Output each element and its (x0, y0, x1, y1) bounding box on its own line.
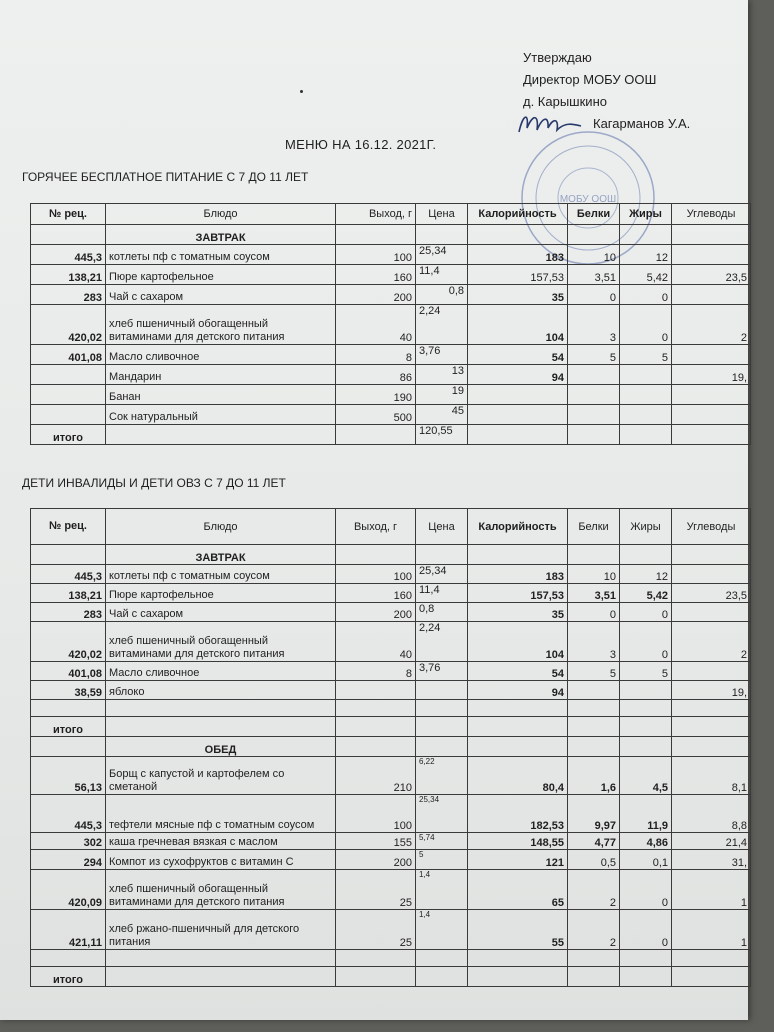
row-fat (620, 681, 672, 700)
row-price: 11,4 (416, 584, 468, 603)
table-row (31, 285, 751, 305)
table-row (31, 245, 751, 265)
row-carbs: 2 (672, 305, 751, 345)
table-row (31, 365, 751, 385)
row-kcal (468, 385, 568, 405)
row-weight: 8 (336, 345, 416, 365)
table-row (31, 662, 751, 681)
row-fat: 11,9 (620, 795, 672, 833)
row-carbs (672, 385, 751, 405)
row-price: 2,24 (416, 305, 468, 345)
row-dish: Масло сливочное (106, 345, 336, 365)
meal-row-breakfast (31, 225, 751, 245)
row-kcal: 148,55 (468, 833, 568, 850)
row-kcal: 94 (468, 681, 568, 700)
row-dish: Масло сливочное (106, 662, 336, 681)
row-carbs: 8,8 (672, 795, 751, 833)
row-fat: 0,1 (620, 850, 672, 870)
row-protein: 3,51 (568, 584, 620, 603)
row-price: 1,4 (416, 870, 468, 910)
row-weight: 155 (336, 833, 416, 850)
row-carbs (672, 565, 751, 584)
row-dish: Борщ с капустой и картофелем со сметаной (106, 757, 336, 795)
row-protein: 3,51 (568, 265, 620, 285)
row-code: 401,08 (31, 345, 106, 365)
row-fat: 4,86 (620, 833, 672, 850)
table-cell (568, 700, 620, 717)
row-dish: тефтели мясные пф с томатным соусом (106, 795, 336, 833)
row-code: 294 (31, 850, 106, 870)
table-cell (568, 225, 620, 245)
total-price: 120,55 (416, 425, 468, 445)
row-weight: 210 (336, 757, 416, 795)
table-cell (468, 225, 568, 245)
row-code: 445,3 (31, 565, 106, 584)
row-price: 45 (416, 405, 468, 425)
row-weight: 25 (336, 910, 416, 950)
table-cell (672, 545, 751, 565)
row-code (31, 405, 106, 425)
row-code: 283 (31, 285, 106, 305)
row-fat: 0 (620, 285, 672, 305)
table-cell (416, 967, 468, 987)
table-row (31, 850, 751, 870)
table-cell (336, 700, 416, 717)
header-carbs: Углеводы (672, 509, 751, 545)
header-protein: Белки (568, 204, 620, 225)
table-row (31, 833, 751, 850)
row-code: 138,21 (31, 584, 106, 603)
row-code: 420,02 (31, 305, 106, 345)
row-fat (620, 365, 672, 385)
row-protein: 0 (568, 285, 620, 305)
header-protein: Белки (568, 509, 620, 545)
row-fat: 12 (620, 565, 672, 584)
meal-label: ОБЕД (106, 737, 336, 757)
table-cell (568, 950, 620, 967)
table-cell (416, 737, 468, 757)
row-price: 19 (416, 385, 468, 405)
stamp-label: МОБУ ООШ (559, 194, 617, 205)
row-price: 3,76 (416, 345, 468, 365)
table-row (31, 870, 751, 910)
row-dish: Чай с сахаром (106, 603, 336, 622)
table-cell (31, 700, 106, 717)
header-kcal: Калорийность (468, 509, 568, 545)
row-fat: 4,5 (620, 757, 672, 795)
row-kcal: 65 (468, 870, 568, 910)
table-cell (620, 967, 672, 987)
approval-line-3: д. Карышкино (523, 94, 607, 109)
table-cell (336, 425, 416, 445)
table-cell (672, 967, 751, 987)
row-dish: хлеб пшеничный обогащенный витаминами для детского питания (106, 870, 336, 910)
row-carbs: 23,5 (672, 584, 751, 603)
row-weight: 100 (336, 245, 416, 265)
row-price: 1,4 (416, 910, 468, 950)
row-code: 56,13 (31, 757, 106, 795)
total-label: итого (31, 425, 106, 445)
meal-row-lunch (31, 737, 751, 757)
table-row (31, 950, 751, 967)
row-price: 5 (416, 850, 468, 870)
row-kcal: 157,53 (468, 584, 568, 603)
table-cell (416, 225, 468, 245)
table-cell (416, 717, 468, 737)
row-protein: 0,5 (568, 850, 620, 870)
row-fat: 0 (620, 603, 672, 622)
table-row (31, 584, 751, 603)
row-kcal: 104 (468, 622, 568, 662)
header-weight: Выход, г (336, 509, 416, 545)
row-fat: 5,42 (620, 265, 672, 285)
row-dish: котлеты пф с томатным соусом (106, 565, 336, 584)
table-row (31, 345, 751, 365)
row-kcal: 182,53 (468, 795, 568, 833)
row-protein: 9,97 (568, 795, 620, 833)
row-carbs: 19, (672, 365, 751, 385)
row-code: 38,59 (31, 681, 106, 700)
row-price: 13 (416, 365, 468, 385)
table-row (31, 795, 751, 833)
table-cell (672, 950, 751, 967)
table-cell (672, 225, 751, 245)
table-cell (468, 950, 568, 967)
row-kcal: 54 (468, 662, 568, 681)
row-weight: 500 (336, 405, 416, 425)
meal-label: ЗАВТРАК (106, 225, 336, 245)
table-cell (672, 717, 751, 737)
header-price: Цена (416, 204, 468, 225)
row-carbs: 1 (672, 870, 751, 910)
row-protein (568, 365, 620, 385)
row-code: 283 (31, 603, 106, 622)
row-weight: 8 (336, 662, 416, 681)
row-dish: Сок натуральный (106, 405, 336, 425)
table-cell (468, 545, 568, 565)
row-price: 5,74 (416, 833, 468, 850)
row-price: 0,8 (416, 603, 468, 622)
row-price: 25,34 (416, 795, 468, 833)
row-dish: каша гречневая вязкая с маслом (106, 833, 336, 850)
table-row (31, 700, 751, 717)
meal-row-breakfast (31, 545, 751, 565)
total-row (31, 425, 751, 445)
row-price: 25,34 (416, 245, 468, 265)
row-protein: 0 (568, 603, 620, 622)
row-fat: 0 (620, 870, 672, 910)
table-row (31, 757, 751, 795)
table-cell (336, 717, 416, 737)
table-row (31, 405, 751, 425)
row-carbs: 23,5 (672, 265, 751, 285)
table-cell (416, 700, 468, 717)
header-fat: Жиры (620, 204, 672, 225)
table-cell (468, 425, 568, 445)
row-weight: 40 (336, 305, 416, 345)
table-cell (106, 950, 336, 967)
row-price: 25,34 (416, 565, 468, 584)
row-weight: 200 (336, 285, 416, 305)
table-cell (672, 700, 751, 717)
header-kcal: Калорийность (468, 204, 568, 225)
row-price: 0,8 (416, 285, 468, 305)
row-protein: 1,6 (568, 757, 620, 795)
table-cell (468, 717, 568, 737)
table-cell (672, 425, 751, 445)
row-code: 302 (31, 833, 106, 850)
row-carbs (672, 285, 751, 305)
row-code: 445,3 (31, 795, 106, 833)
row-dish: яблоко (106, 681, 336, 700)
table-cell (416, 950, 468, 967)
table-cell (620, 717, 672, 737)
row-price: 6,22 (416, 757, 468, 795)
row-dish: Чай с сахаром (106, 285, 336, 305)
section-title-text: ДЕТИ ИНВАЛИДЫ И ДЕТИ ОВЗ С 7 ДО 11 ЛЕТ (22, 476, 286, 490)
table-cell (31, 737, 106, 757)
row-kcal: 80,4 (468, 757, 568, 795)
header-price: Цена (416, 509, 468, 545)
table-cell (568, 717, 620, 737)
row-dish: Мандарин (106, 365, 336, 385)
row-kcal: 35 (468, 603, 568, 622)
row-kcal: 94 (468, 365, 568, 385)
row-protein: 10 (568, 565, 620, 584)
table-header-row (31, 509, 751, 545)
header-carbs: Углеводы (672, 204, 751, 225)
row-price: 3,76 (416, 662, 468, 681)
table-cell (468, 700, 568, 717)
row-code (31, 365, 106, 385)
row-carbs: 21,4 (672, 833, 751, 850)
table-cell (106, 967, 336, 987)
table-cell (620, 737, 672, 757)
row-code: 420,09 (31, 870, 106, 910)
row-fat: 0 (620, 305, 672, 345)
menu-table-free-meals (30, 203, 751, 445)
table-cell (620, 950, 672, 967)
row-price: 11,4 (416, 265, 468, 285)
table-cell (672, 737, 751, 757)
row-kcal: 121 (468, 850, 568, 870)
table-cell (568, 737, 620, 757)
row-dish: котлеты пф с томатным соусом (106, 245, 336, 265)
row-kcal: 55 (468, 910, 568, 950)
row-code (31, 385, 106, 405)
table-row (31, 622, 751, 662)
row-carbs: 19, (672, 681, 751, 700)
header-code: № рец. (31, 509, 106, 545)
table-cell (568, 545, 620, 565)
header-dish: Блюдо (106, 509, 336, 545)
total-row (31, 717, 751, 737)
row-protein (568, 681, 620, 700)
meal-label: ЗАВТРАК (106, 545, 336, 565)
approval-line-4: Кагарманов У.А. (593, 116, 691, 131)
row-carbs (672, 603, 751, 622)
table-cell (568, 967, 620, 987)
table-cell (336, 950, 416, 967)
table-cell (336, 967, 416, 987)
row-code: 401,08 (31, 662, 106, 681)
row-dish: Банан (106, 385, 336, 405)
row-weight: 100 (336, 565, 416, 584)
total-label: итого (31, 967, 106, 987)
ink-dot (300, 90, 303, 93)
page-title: МЕНЮ НА 16.12. 2021Г. (285, 137, 437, 152)
row-kcal: 183 (468, 565, 568, 584)
row-price: 2,24 (416, 622, 468, 662)
row-carbs: 8,1 (672, 757, 751, 795)
header-weight: Выход, г (336, 204, 416, 225)
row-fat: 5 (620, 662, 672, 681)
table-cell (31, 545, 106, 565)
table-cell (416, 545, 468, 565)
table-cell (31, 225, 106, 245)
table-cell (31, 950, 106, 967)
table-cell (620, 425, 672, 445)
table-cell (336, 545, 416, 565)
row-dish: Компот из сухофруктов с витамин С (106, 850, 336, 870)
table-cell (106, 717, 336, 737)
row-weight: 190 (336, 385, 416, 405)
total-label: итого (31, 717, 106, 737)
row-weight (336, 681, 416, 700)
table-row (31, 305, 751, 345)
row-protein: 10 (568, 245, 620, 265)
table-cell (106, 700, 336, 717)
header-code: № рец. (31, 204, 106, 225)
row-fat: 0 (620, 622, 672, 662)
header-fat: Жиры (620, 509, 672, 545)
row-fat: 0 (620, 910, 672, 950)
menu-table-disabled-children (30, 508, 751, 987)
row-carbs (672, 245, 751, 265)
row-fat: 5,42 (620, 584, 672, 603)
approval-line-1: Утверждаю (523, 50, 592, 65)
row-protein (568, 385, 620, 405)
table-header-row (31, 204, 751, 225)
table-row (31, 910, 751, 950)
table-cell (620, 700, 672, 717)
row-dish: хлеб пшеничный обогащенный витаминами для детского питания (106, 305, 336, 345)
row-weight: 160 (336, 584, 416, 603)
table-cell (106, 425, 336, 445)
row-protein: 3 (568, 305, 620, 345)
table-cell (336, 737, 416, 757)
row-fat: 5 (620, 345, 672, 365)
table-cell (468, 737, 568, 757)
row-protein: 4,77 (568, 833, 620, 850)
row-code: 445,3 (31, 245, 106, 265)
row-protein: 5 (568, 345, 620, 365)
row-price (416, 681, 468, 700)
table-row (31, 265, 751, 285)
row-code: 421,11 (31, 910, 106, 950)
row-carbs: 2 (672, 622, 751, 662)
row-protein: 5 (568, 662, 620, 681)
approval-line-2: Директор МОБУ ООШ (523, 72, 657, 87)
table-cell (568, 425, 620, 445)
row-kcal: 183 (468, 245, 568, 265)
table-cell (468, 967, 568, 987)
row-dish: хлеб пшеничный обогащенный витаминами для детского питания (106, 622, 336, 662)
row-carbs: 31, (672, 850, 751, 870)
table-row (31, 385, 751, 405)
row-dish: Пюре картофельное (106, 265, 336, 285)
row-fat: 12 (620, 245, 672, 265)
row-carbs (672, 662, 751, 681)
row-weight: 200 (336, 603, 416, 622)
row-kcal: 157,53 (468, 265, 568, 285)
section-title-text: ГОРЯЧЕЕ БЕСПЛАТНОЕ ПИТАНИЕ С 7 ДО 11 ЛЕТ (22, 170, 309, 184)
row-kcal (468, 405, 568, 425)
row-code: 420,02 (31, 622, 106, 662)
row-weight: 86 (336, 365, 416, 385)
row-kcal: 54 (468, 345, 568, 365)
table-cell (620, 545, 672, 565)
row-dish: хлеб ржано-пшеничный для детского питания (106, 910, 336, 950)
row-carbs (672, 345, 751, 365)
section-title-free-meals (22, 170, 308, 184)
header-dish: Блюдо (106, 204, 336, 225)
row-weight: 160 (336, 265, 416, 285)
row-code: 138,21 (31, 265, 106, 285)
row-weight: 200 (336, 850, 416, 870)
section-title-disabled-children (22, 476, 286, 490)
table-cell (620, 225, 672, 245)
row-protein: 2 (568, 910, 620, 950)
row-kcal: 104 (468, 305, 568, 345)
table-row (31, 681, 751, 700)
table-row (31, 565, 751, 584)
row-weight: 100 (336, 795, 416, 833)
row-fat (620, 385, 672, 405)
row-carbs (672, 405, 751, 425)
total-row (31, 967, 751, 987)
row-carbs: 1 (672, 910, 751, 950)
row-dish: Пюре картофельное (106, 584, 336, 603)
row-weight: 40 (336, 622, 416, 662)
row-protein: 3 (568, 622, 620, 662)
row-weight: 25 (336, 870, 416, 910)
table-row (31, 603, 751, 622)
row-kcal: 35 (468, 285, 568, 305)
row-fat (620, 405, 672, 425)
table-cell (336, 225, 416, 245)
row-protein (568, 405, 620, 425)
row-protein: 2 (568, 870, 620, 910)
